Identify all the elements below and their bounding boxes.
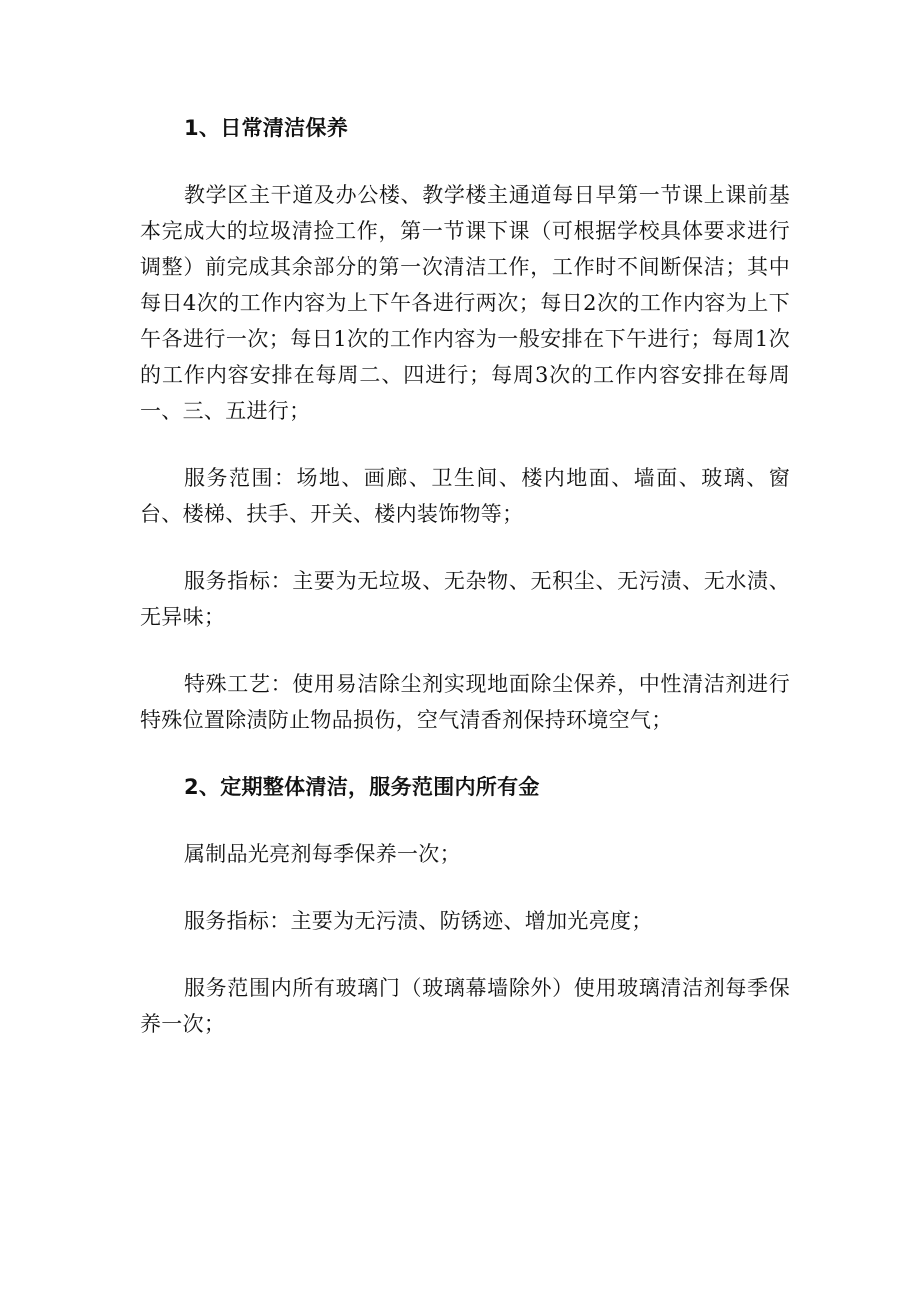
section-2-metal-care-paragraph: 属制品光亮剂每季保养一次； (184, 842, 461, 866)
section-1-special-process-paragraph: 特殊工艺：使用易洁除尘剂实现地面除尘保养，中性清洁剂进行特殊位置除渍防止物品损伤，空气清香剂保持环境空气； (140, 672, 790, 732)
section-2-heading: 2、定期整体清洁，服务范围内所有金 (184, 775, 540, 799)
section-2-service-indicators-paragraph: 服务指标：主要为无污渍、防锈迹、增加光亮度； (184, 909, 653, 933)
document-body (140, 110, 790, 1073)
section-1-schedule-paragraph: 教学区主干道及办公楼、教学楼主通道每日早第一节课上课前基本完成大的垃圾清捡工作，第一节课下课（可根据学校具体要求进行调整）前完成其余部分的第一次清洁工作，工作时不间断保洁；其中每日4次的工作内容为上下午各进行两次；每日2次的工作内容为上下午各进行一次；每日1次的工作内容为一般安排在下午进行；每周1次的工作内容安排在每周二、四进行；每周3次的工作内容安排在每周一、三、五进行； (140, 183, 790, 423)
section-2-glass-door-paragraph: 服务范围内所有玻璃门（玻璃幕墙除外）使用玻璃清洁剂每季保养一次； (140, 976, 790, 1036)
section-1-service-scope-paragraph: 服务范围：场地、画廊、卫生间、楼内地面、墙面、玻璃、窗台、楼梯、扶手、开关、楼内装饰物等； (140, 466, 790, 526)
section-1-heading: 1、日常清洁保养 (184, 116, 349, 140)
section-1-service-indicators-paragraph: 服务指标：主要为无垃圾、无杂物、无积尘、无污渍、无水渍、无异味； (140, 569, 790, 629)
